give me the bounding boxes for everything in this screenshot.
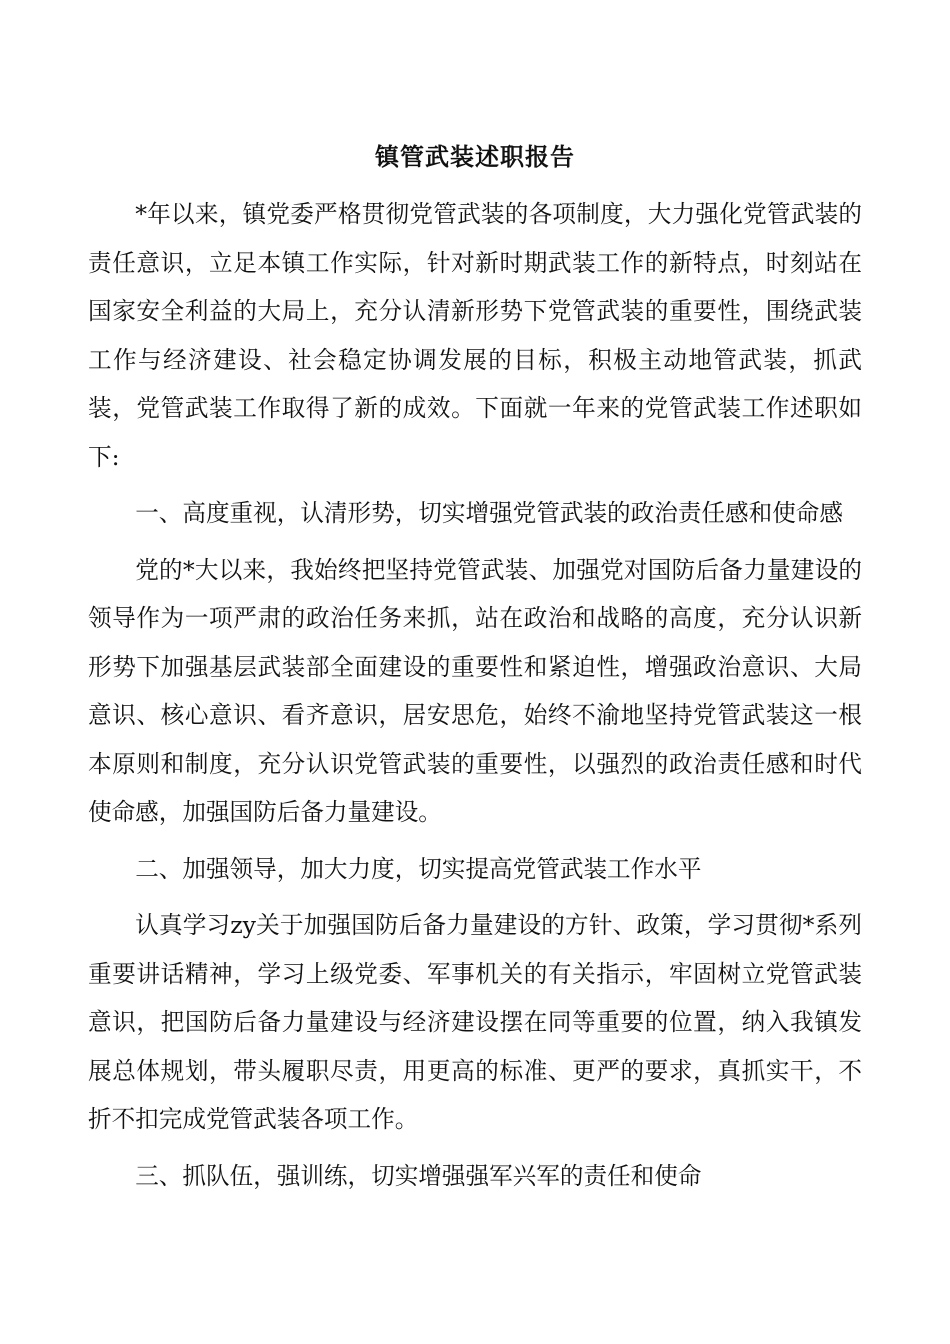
section-heading-1: 一、高度重视，认清形势，切实增强党管武装的政治责任感和使命感 (135, 499, 843, 527)
section-heading-3: 三、抓队伍，强训练，切实增强强军兴军的责任和使命 (135, 1161, 702, 1190)
section-paragraph-2: 认真学习zy关于加强国防后备力量建设的方针、政策，学习贯彻*系列重要讲话精神，学习上级党委、军事机关的有关指示，牢固树立党管武装意识，把国防后备力量建设与经济建设摆在同等重要的位置，纳入我镇发展总体规划，带头履职尽责，用更高的标准、更严的要求，真抓实干，不折不扣完成党管武装各项工作。 (88, 911, 862, 1133)
intro-paragraph: *年以来，镇党委严格贯彻党管武装的各项制度，大力强化党管武装的责任意识，立足本镇工作实际，针对新时期武装工作的新特点，时刻站在国家安全利益的大局上，充分认清新形势下党管武装的重要性，围绕武装工作与经济建设、社会稳定协调发展的目标，积极主动地管武装，抓武装，党管武装工作取得了新的成效。下面就一年来的党管武装工作述职如下: (88, 200, 862, 471)
document-body (88, 190, 862, 1200)
section-paragraph-1: 党的*大以来，我始终把坚持党管武装、加强党对国防后备力量建设的领导作为一项严肃的政治任务来抓，站在政治和战略的高度，充分认识新形势下加强基层武装部全面建设的重要性和紧迫性，增强政治意识、大局意识、核心意识、看齐意识，居安思危，始终不渝地坚持党管武装这一根本原则和制度，充分认识党管武装的重要性，以强烈的政治责任感和时代使命感，加强国防后备力量建设。 (88, 555, 862, 826)
section-heading-2: 二、加强领导，加大力度，切实提高党管武装工作水平 (135, 854, 702, 883)
document-title: 镇管武装述职报告 (375, 142, 575, 171)
